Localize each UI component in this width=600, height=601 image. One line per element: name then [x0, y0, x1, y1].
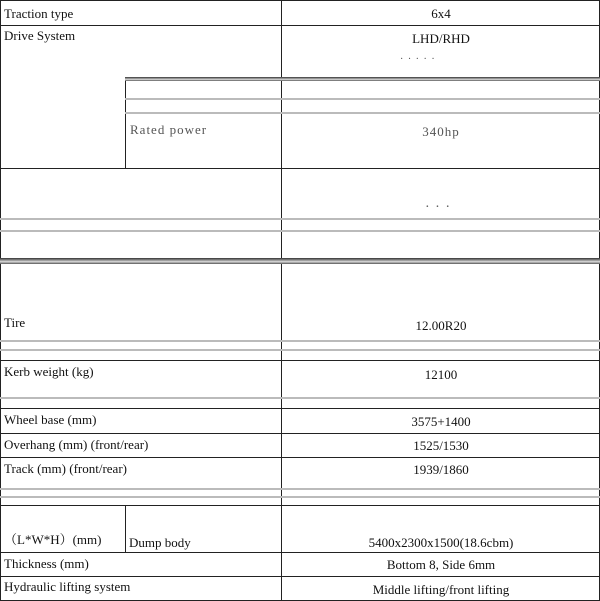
degraded-text: · · · · ·	[400, 54, 436, 65]
row-sublabel: Dump body	[129, 535, 191, 550]
table-row	[0, 0, 600, 25]
row-value: 6x4	[431, 6, 451, 21]
row-value: 1525/1530	[413, 438, 469, 453]
scan-artifact	[0, 340, 600, 342]
scan-artifact	[0, 230, 600, 232]
degraded-text: · · ·	[425, 200, 451, 215]
row-label: Drive System	[4, 28, 76, 43]
row-value: Bottom 8, Side 6mm	[386, 557, 496, 572]
table-row	[0, 457, 600, 481]
scan-artifact	[125, 77, 600, 81]
scan-artifact	[0, 496, 600, 498]
scan-artifact	[125, 112, 600, 114]
row-label: Wheel base (mm)	[4, 412, 97, 427]
row-value: 1939/1860	[413, 462, 469, 477]
table-row	[0, 433, 600, 457]
row-label: Track (mm) (front/rear)	[4, 461, 127, 476]
row-label: （L*W*H）(mm)	[4, 532, 102, 547]
scan-artifact	[0, 488, 600, 490]
table-row	[0, 240, 600, 337]
row-value: LHD/RHD	[412, 31, 470, 46]
row-value: Middle lifting/front lifting	[372, 582, 510, 597]
table-row	[0, 408, 600, 433]
row-value: 12.00R20	[415, 318, 467, 333]
row-value: 340hp	[422, 124, 460, 139]
table-row	[0, 576, 600, 601]
table-row	[0, 360, 600, 408]
scan-artifact	[0, 349, 600, 351]
row-sublabel: Rated power	[130, 122, 208, 137]
scan-artifact	[0, 218, 600, 220]
row-label: Thickness (mm)	[4, 556, 89, 571]
scan-artifact	[125, 98, 600, 100]
row-value: 12100	[424, 367, 458, 382]
table-row	[0, 505, 600, 552]
table-row	[0, 552, 600, 576]
row-value: 3575+1400	[411, 414, 471, 429]
row-label: Kerb weight (kg)	[4, 364, 94, 379]
row-label: Traction type	[4, 6, 74, 21]
row-value: 5400x2300x1500(18.6cbm)	[368, 535, 514, 550]
scan-artifact	[0, 397, 600, 399]
row-label: Tire	[4, 315, 26, 330]
row-label: Hydraulic lifting system	[4, 579, 131, 594]
row-label: Overhang (mm) (front/rear)	[4, 437, 149, 452]
